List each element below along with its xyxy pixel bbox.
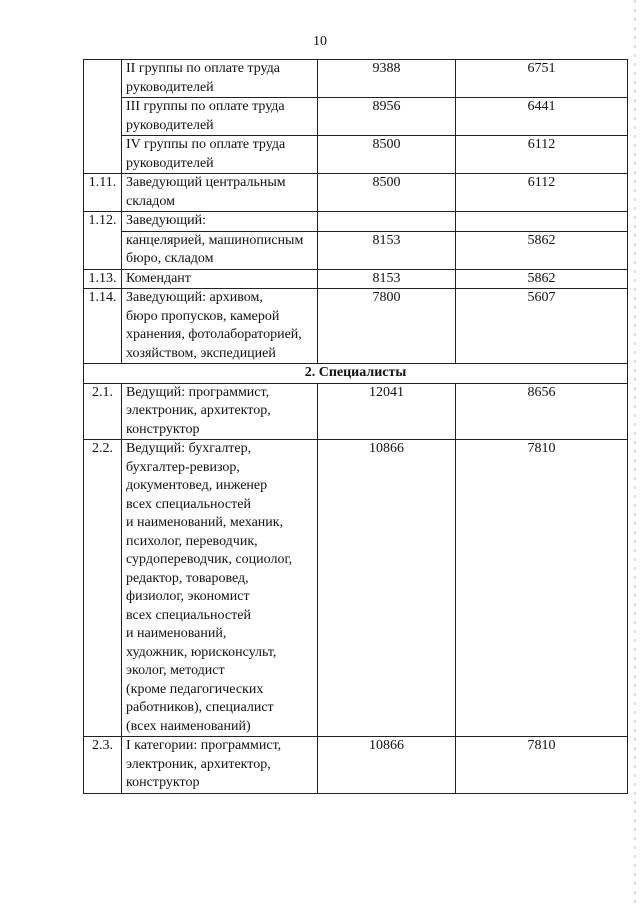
salary-value-1: 12041 [318,383,456,440]
salary-value-2: 7810 [456,440,628,737]
table-row [84,98,628,136]
table-row [84,269,628,289]
position-name-line: всех специальностей [126,496,251,512]
table-row [84,60,628,98]
table-row [84,174,628,212]
salary-value-2: 6112 [456,136,628,174]
row-number-cell [84,60,122,174]
position-name-line: бюро, складом [126,251,214,266]
position-name-line: конструктор [126,421,200,437]
position-name-line: художник, юрисконсульт, [126,644,277,660]
position-name-line: Ведущий: программист, [126,384,270,400]
table-row [84,231,628,269]
position-name-line: Заведующий центральным [126,175,286,190]
position-name-cell [122,269,318,289]
position-name-line: I категории: программист, [126,738,282,753]
position-name-line: руководителей [126,79,214,95]
row-number: 1.12. [84,212,122,270]
salary-value-1: 8500 [318,136,456,174]
scan-edge-marks [634,0,636,905]
position-name-line: руководителей [126,155,214,171]
salary-value-1: 10866 [318,737,456,794]
table-row [84,212,628,232]
section-title: 2. Специалисты [84,364,628,384]
position-name-line: электроник, архитектор, [126,756,271,772]
position-name-line: Заведующий: архивом, [126,290,263,305]
row-number: 1.13. [84,269,122,289]
salary-table-body [84,60,628,794]
position-name-line: руководителей [126,117,214,133]
table-row [84,440,628,737]
table-row [84,737,628,794]
row-number: 2.3. [84,737,122,794]
salary-value-2: 7810 [456,737,628,794]
position-name-line: Комендант [126,270,191,286]
table-row [84,289,628,364]
salary-value-1: 8500 [318,174,456,212]
table-row [84,383,628,440]
position-name-line: конструктор [126,775,200,790]
position-name-line: Заведующий: [126,213,207,228]
section-row [84,364,628,384]
page-number: 10 [313,34,327,49]
salary-value-2: 6751 [456,60,628,98]
position-name-line: физиолог, экономист [126,589,250,604]
position-name-line: (кроме педагогических [126,681,264,697]
position-name-line: III группы по оплате труда [126,99,285,114]
position-name-cell [122,289,318,364]
position-name-cell [122,212,318,232]
row-number: 2.1. [84,383,122,440]
position-name-line: эколог, методист [126,663,225,678]
position-name-cell [122,136,318,174]
salary-value-2: 5607 [456,289,628,364]
position-name-cell [122,98,318,136]
row-number: 1.14. [84,289,122,364]
position-name-line: II группы по оплате труда [126,61,280,76]
position-name-line: и наименований, [126,626,227,641]
position-name-cell [122,383,318,440]
salary-value-2 [456,212,628,232]
position-name-line: психолог, переводчик, [126,533,258,549]
salary-value-2: 5862 [456,269,628,289]
position-name-cell [122,231,318,269]
position-name-line: и наименований, механик, [126,515,284,530]
salary-table [83,59,628,794]
position-name-line: сурдопереводчик, социолог, [126,552,293,567]
salary-value-2: 8656 [456,383,628,440]
salary-value-1: 9388 [318,60,456,98]
salary-value-1: 7800 [318,289,456,364]
position-name-line: работников), специалист [126,700,274,715]
position-name-cell [122,737,318,794]
salary-value-1: 8956 [318,98,456,136]
position-name-line: канцелярией, машинописным [126,232,304,248]
salary-value-2: 6112 [456,174,628,212]
position-name-line: бухгалтер-ревизор, [126,459,240,475]
position-name-line: (всех наименований) [126,718,251,734]
salary-value-2: 5862 [456,231,628,269]
position-name-line: электроник, архитектор, [126,403,271,418]
salary-value-1: 10866 [318,440,456,737]
table-row [84,136,628,174]
position-name-cell [122,174,318,212]
position-name-line: редактор, товаровед, [126,570,249,586]
position-name-line: хранения, фотолабораторией, [126,327,302,342]
position-name-cell [122,60,318,98]
position-name-line: Ведущий: бухгалтер, [126,441,252,456]
salary-value-1: 8153 [318,269,456,289]
position-name-line: хозяйством, экспедицией [126,345,276,361]
position-name-line: складом [126,193,175,209]
row-number: 1.11. [84,174,122,212]
position-name-line: IV группы по оплате труда [126,137,286,152]
position-name-line: документовед, инженер [126,478,268,493]
salary-value-2: 6441 [456,98,628,136]
row-number: 2.2. [84,440,122,737]
salary-value-1: 8153 [318,231,456,269]
position-name-line: бюро пропусков, камерой [126,308,280,324]
salary-value-1 [318,212,456,232]
position-name-line: всех специальностей [126,607,251,623]
position-name-cell [122,440,318,737]
